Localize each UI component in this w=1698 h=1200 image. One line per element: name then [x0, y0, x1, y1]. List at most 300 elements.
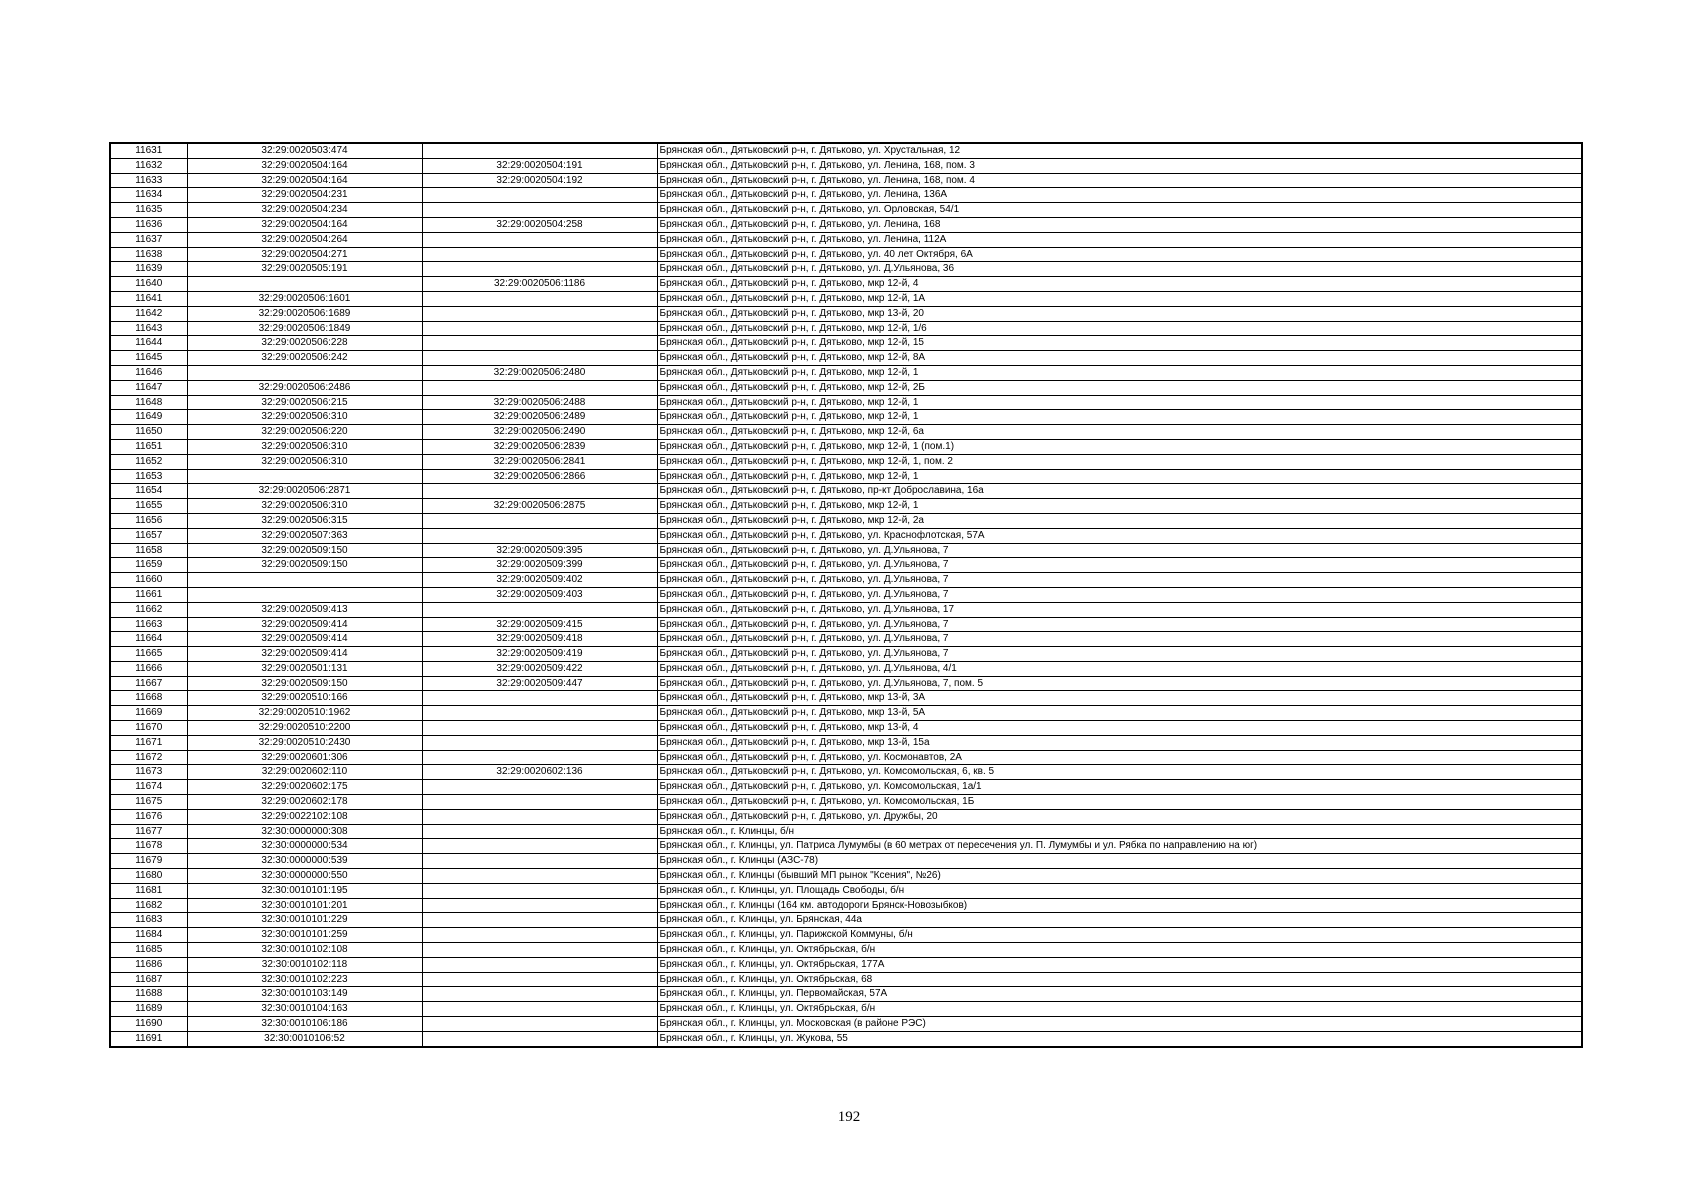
- cadastral-number-cell: 32:29:0020601:306: [187, 750, 422, 765]
- row-number-cell: 11650: [110, 425, 187, 440]
- table-row: [110, 395, 1582, 410]
- object-cadastral-number-cell: 32:29:0020509:419: [422, 647, 657, 662]
- row-number-cell: 11663: [110, 617, 187, 632]
- row-number-cell: 11639: [110, 262, 187, 277]
- table-row: [110, 528, 1582, 543]
- table-row: [110, 425, 1582, 440]
- object-cadastral-number-cell: [422, 750, 657, 765]
- table-row: [110, 735, 1582, 750]
- table-row: [110, 676, 1582, 691]
- page-number: 192: [837, 1109, 861, 1125]
- cadastral-number-cell: 32:29:0020506:310: [187, 454, 422, 469]
- cadastral-number-cell: 32:29:0020501:131: [187, 661, 422, 676]
- cadastral-number-cell: 32:29:0020509:414: [187, 617, 422, 632]
- cadastral-number-cell: [187, 573, 422, 588]
- object-cadastral-number-cell: [422, 602, 657, 617]
- table-row: [110, 247, 1582, 262]
- row-number-cell: 11673: [110, 765, 187, 780]
- object-cadastral-number-cell: 32:29:0020506:1186: [422, 277, 657, 292]
- address-cell: Брянская обл., г. Клинцы, ул. Парижской Коммуны, б/н: [657, 928, 1582, 943]
- object-cadastral-number-cell: 32:29:0020509:403: [422, 587, 657, 602]
- address-cell: Брянская обл., Дятьковский р-н, г. Дятьково, мкр 12-й, 1: [657, 410, 1582, 425]
- object-cadastral-number-cell: [422, 943, 657, 958]
- address-cell: Брянская обл., г. Клинцы, ул. Октябрьская, 177А: [657, 957, 1582, 972]
- address-cell: Брянская обл., Дятьковский р-н, г. Дятьково, мкр 12-й, 1: [657, 469, 1582, 484]
- object-cadastral-number-cell: 32:29:0020504:191: [422, 158, 657, 173]
- object-cadastral-number-cell: [422, 336, 657, 351]
- cadastral-number-cell: 32:29:0020509:414: [187, 647, 422, 662]
- address-cell: Брянская обл., Дятьковский р-н, г. Дятьково, ул. Д.Ульянова, 7: [657, 632, 1582, 647]
- object-cadastral-number-cell: [422, 839, 657, 854]
- row-number-cell: 11665: [110, 647, 187, 662]
- address-cell: Брянская обл., г. Клинцы, ул. Первомайская, 57А: [657, 987, 1582, 1002]
- address-cell: Брянская обл., Дятьковский р-н, г. Дятьково, ул. Д.Ульянова, 7: [657, 573, 1582, 588]
- address-cell: Брянская обл., Дятьковский р-н, г. Дятьково, мкр 13-й, 5А: [657, 706, 1582, 721]
- row-number-cell: 11682: [110, 898, 187, 913]
- table-row: [110, 351, 1582, 366]
- address-cell: Брянская обл., Дятьковский р-н, г. Дятьково, ул. Д.Ульянова, 7: [657, 587, 1582, 602]
- object-cadastral-number-cell: 32:29:0020602:136: [422, 765, 657, 780]
- row-number-cell: 11641: [110, 291, 187, 306]
- object-cadastral-number-cell: 32:29:0020504:192: [422, 173, 657, 188]
- cadastral-number-cell: 32:30:0010106:52: [187, 1031, 422, 1046]
- row-number-cell: 11672: [110, 750, 187, 765]
- object-cadastral-number-cell: [422, 987, 657, 1002]
- row-number-cell: 11668: [110, 691, 187, 706]
- address-cell: Брянская обл., Дятьковский р-н, г. Дятьково, ул. Ленина, 112А: [657, 232, 1582, 247]
- table-row: [110, 957, 1582, 972]
- cadastral-number-cell: 32:29:0020602:178: [187, 795, 422, 810]
- table-row: [110, 839, 1582, 854]
- row-number-cell: 11642: [110, 306, 187, 321]
- row-number-cell: 11653: [110, 469, 187, 484]
- row-number-cell: 11667: [110, 676, 187, 691]
- address-cell: Брянская обл., г. Клинцы, ул. Брянская, 44а: [657, 913, 1582, 928]
- address-cell: Брянская обл., г. Клинцы, ул. Патриса Лумумбы (в 60 метрах от пересечения ул. П. Лумумбы и ул. Рябка по направлению на юг): [657, 839, 1582, 854]
- object-cadastral-number-cell: [422, 780, 657, 795]
- object-cadastral-number-cell: [422, 957, 657, 972]
- cadastral-number-cell: 32:29:0020504:164: [187, 158, 422, 173]
- cadastral-number-cell: 32:29:0020506:242: [187, 351, 422, 366]
- object-cadastral-number-cell: [422, 972, 657, 987]
- cadastral-number-cell: 32:30:0010106:186: [187, 1017, 422, 1032]
- table-row: [110, 321, 1582, 336]
- address-cell: Брянская обл., Дятьковский р-н, г. Дятьково, мкр 12-й, 1: [657, 395, 1582, 410]
- table-row: [110, 439, 1582, 454]
- table-row: [110, 513, 1582, 528]
- cadastral-number-cell: 32:29:0020509:150: [187, 676, 422, 691]
- object-cadastral-number-cell: 32:29:0020509:415: [422, 617, 657, 632]
- cadastral-number-cell: 32:29:0020506:1601: [187, 291, 422, 306]
- address-cell: Брянская обл., г. Клинцы (АЗС-78): [657, 854, 1582, 869]
- table-row: [110, 469, 1582, 484]
- row-number-cell: 11654: [110, 484, 187, 499]
- table-row: [110, 365, 1582, 380]
- address-cell: Брянская обл., Дятьковский р-н, г. Дятьково, ул. Д.Ульянова, 7: [657, 647, 1582, 662]
- table-row: [110, 750, 1582, 765]
- cadastral-number-cell: 32:29:0020503:474: [187, 143, 422, 158]
- object-cadastral-number-cell: [422, 513, 657, 528]
- object-cadastral-number-cell: [422, 484, 657, 499]
- registry-table: [109, 142, 1583, 1048]
- object-cadastral-number-cell: [422, 528, 657, 543]
- cadastral-number-cell: 32:29:0020602:110: [187, 765, 422, 780]
- object-cadastral-number-cell: 32:29:0020509:422: [422, 661, 657, 676]
- row-number-cell: 11686: [110, 957, 187, 972]
- table-row: [110, 661, 1582, 676]
- object-cadastral-number-cell: [422, 143, 657, 158]
- table-row: [110, 706, 1582, 721]
- row-number-cell: 11655: [110, 499, 187, 514]
- cadastral-number-cell: 32:29:0020504:164: [187, 173, 422, 188]
- address-cell: Брянская обл., г. Клинцы (164 км. автодороги Брянск-Новозыбков): [657, 898, 1582, 913]
- object-cadastral-number-cell: [422, 321, 657, 336]
- row-number-cell: 11643: [110, 321, 187, 336]
- row-number-cell: 11632: [110, 158, 187, 173]
- address-cell: Брянская обл., Дятьковский р-н, г. Дятьково, мкр 12-й, 4: [657, 277, 1582, 292]
- address-cell: Брянская обл., Дятьковский р-н, г. Дятьково, мкр 12-й, 1/6: [657, 321, 1582, 336]
- cadastral-number-cell: 32:30:0010102:108: [187, 943, 422, 958]
- row-number-cell: 11677: [110, 824, 187, 839]
- table-row: [110, 854, 1582, 869]
- registry-table-body: [110, 143, 1582, 1047]
- address-cell: Брянская обл., Дятьковский р-н, г. Дятьково, мкр 12-й, 1 (пом.1): [657, 439, 1582, 454]
- row-number-cell: 11636: [110, 217, 187, 232]
- row-number-cell: 11662: [110, 602, 187, 617]
- table-row: [110, 987, 1582, 1002]
- cadastral-number-cell: 32:30:0010101:259: [187, 928, 422, 943]
- address-cell: Брянская обл., Дятьковский р-н, г. Дятьково, ул. Космонавтов, 2А: [657, 750, 1582, 765]
- address-cell: Брянская обл., г. Клинцы, ул. Октябрьская, б/н: [657, 1002, 1582, 1017]
- row-number-cell: 11690: [110, 1017, 187, 1032]
- row-number-cell: 11681: [110, 883, 187, 898]
- address-cell: Брянская обл., Дятьковский р-н, г. Дятьково, мкр 12-й, 1, пом. 2: [657, 454, 1582, 469]
- table-row: [110, 647, 1582, 662]
- table-row: [110, 869, 1582, 884]
- table-row: [110, 928, 1582, 943]
- table-row: [110, 721, 1582, 736]
- row-number-cell: 11637: [110, 232, 187, 247]
- object-cadastral-number-cell: 32:29:0020506:2480: [422, 365, 657, 380]
- address-cell: Брянская обл., г. Клинцы, ул. Московская (в районе РЭС): [657, 1017, 1582, 1032]
- object-cadastral-number-cell: 32:29:0020506:2489: [422, 410, 657, 425]
- address-cell: Брянская обл., Дятьковский р-н, г. Дятьково, ул. Комсомольская, 1Б: [657, 795, 1582, 810]
- cadastral-number-cell: 32:29:0020504:234: [187, 203, 422, 218]
- table-row: [110, 543, 1582, 558]
- row-number-cell: 11687: [110, 972, 187, 987]
- table-row: [110, 972, 1582, 987]
- cadastral-number-cell: 32:30:0000000:308: [187, 824, 422, 839]
- address-cell: Брянская обл., г. Клинцы, ул. Октябрьская, б/н: [657, 943, 1582, 958]
- table-row: [110, 1031, 1582, 1046]
- cadastral-number-cell: 32:30:0010101:229: [187, 913, 422, 928]
- table-row: [110, 824, 1582, 839]
- object-cadastral-number-cell: [422, 824, 657, 839]
- address-cell: Брянская обл., Дятьковский р-н, г. Дятьково, мкр 12-й, 1: [657, 499, 1582, 514]
- object-cadastral-number-cell: 32:29:0020509:402: [422, 573, 657, 588]
- row-number-cell: 11666: [110, 661, 187, 676]
- cadastral-number-cell: 32:29:0020509:414: [187, 632, 422, 647]
- address-cell: Брянская обл., Дятьковский р-н, г. Дятьково, мкр 12-й, 6а: [657, 425, 1582, 440]
- address-cell: Брянская обл., Дятьковский р-н, г. Дятьково, мкр 13-й, 4: [657, 721, 1582, 736]
- row-number-cell: 11670: [110, 721, 187, 736]
- address-cell: Брянская обл., Дятьковский р-н, г. Дятьково, ул. Краснофлотская, 57А: [657, 528, 1582, 543]
- row-number-cell: 11645: [110, 351, 187, 366]
- row-number-cell: 11656: [110, 513, 187, 528]
- table-row: [110, 558, 1582, 573]
- table-row: [110, 809, 1582, 824]
- object-cadastral-number-cell: 32:29:0020506:2839: [422, 439, 657, 454]
- table-row: [110, 232, 1582, 247]
- object-cadastral-number-cell: [422, 795, 657, 810]
- row-number-cell: 11683: [110, 913, 187, 928]
- cadastral-number-cell: 32:29:0020507:363: [187, 528, 422, 543]
- object-cadastral-number-cell: 32:29:0020509:399: [422, 558, 657, 573]
- address-cell: Брянская обл., Дятьковский р-н, г. Дятьково, мкр 13-й, 15а: [657, 735, 1582, 750]
- row-number-cell: 11675: [110, 795, 187, 810]
- object-cadastral-number-cell: [422, 854, 657, 869]
- table-row: [110, 1017, 1582, 1032]
- cadastral-number-cell: 32:29:0020509:150: [187, 543, 422, 558]
- row-number-cell: 11635: [110, 203, 187, 218]
- address-cell: Брянская обл., Дятьковский р-н, г. Дятьково, мкр 13-й, 3А: [657, 691, 1582, 706]
- row-number-cell: 11660: [110, 573, 187, 588]
- address-cell: Брянская обл., Дятьковский р-н, г. Дятьково, мкр 12-й, 8А: [657, 351, 1582, 366]
- table-row: [110, 913, 1582, 928]
- object-cadastral-number-cell: [422, 351, 657, 366]
- object-cadastral-number-cell: [422, 247, 657, 262]
- table-row: [110, 484, 1582, 499]
- table-row: [110, 780, 1582, 795]
- table-row: [110, 883, 1582, 898]
- cadastral-number-cell: 32:29:0020510:2200: [187, 721, 422, 736]
- table-row: [110, 188, 1582, 203]
- table-row: [110, 765, 1582, 780]
- cadastral-number-cell: 32:29:0020510:166: [187, 691, 422, 706]
- cadastral-number-cell: 32:29:0020504:231: [187, 188, 422, 203]
- row-number-cell: 11680: [110, 869, 187, 884]
- cadastral-number-cell: 32:29:0022102:108: [187, 809, 422, 824]
- cadastral-number-cell: 32:29:0020504:271: [187, 247, 422, 262]
- row-number-cell: 11631: [110, 143, 187, 158]
- object-cadastral-number-cell: 32:29:0020506:2488: [422, 395, 657, 410]
- object-cadastral-number-cell: [422, 1031, 657, 1046]
- cadastral-number-cell: [187, 277, 422, 292]
- row-number-cell: 11651: [110, 439, 187, 454]
- cadastral-number-cell: 32:29:0020504:264: [187, 232, 422, 247]
- table-row: [110, 262, 1582, 277]
- object-cadastral-number-cell: [422, 706, 657, 721]
- cadastral-number-cell: 32:29:0020506:310: [187, 439, 422, 454]
- object-cadastral-number-cell: [422, 809, 657, 824]
- object-cadastral-number-cell: [422, 306, 657, 321]
- table-row: [110, 587, 1582, 602]
- cadastral-number-cell: 32:30:0000000:534: [187, 839, 422, 854]
- table-row: [110, 499, 1582, 514]
- address-cell: Брянская обл., Дятьковский р-н, г. Дятьково, ул. Д.Ульянова, 7: [657, 558, 1582, 573]
- object-cadastral-number-cell: 32:29:0020506:2875: [422, 499, 657, 514]
- address-cell: Брянская обл., г. Клинцы, ул. Октябрьская, 68: [657, 972, 1582, 987]
- address-cell: Брянская обл., Дятьковский р-н, г. Дятьково, ул. Д.Ульянова, 7: [657, 543, 1582, 558]
- table-row: [110, 632, 1582, 647]
- object-cadastral-number-cell: [422, 262, 657, 277]
- table-row: [110, 203, 1582, 218]
- table-row: [110, 336, 1582, 351]
- cadastral-number-cell: 32:30:0000000:539: [187, 854, 422, 869]
- object-cadastral-number-cell: [422, 291, 657, 306]
- address-cell: Брянская обл., Дятьковский р-н, г. Дятьково, мкр 13-й, 20: [657, 306, 1582, 321]
- object-cadastral-number-cell: [422, 1002, 657, 1017]
- table-row: [110, 291, 1582, 306]
- object-cadastral-number-cell: [422, 691, 657, 706]
- object-cadastral-number-cell: [422, 898, 657, 913]
- table-row: [110, 173, 1582, 188]
- address-cell: Брянская обл., г. Клинцы, б/н: [657, 824, 1582, 839]
- cadastral-number-cell: 32:30:0010103:149: [187, 987, 422, 1002]
- table-row: [110, 143, 1582, 158]
- table-row: [110, 573, 1582, 588]
- cadastral-number-cell: [187, 365, 422, 380]
- cadastral-number-cell: 32:29:0020506:2486: [187, 380, 422, 395]
- cadastral-number-cell: 32:30:0010101:201: [187, 898, 422, 913]
- object-cadastral-number-cell: 32:29:0020504:258: [422, 217, 657, 232]
- cadastral-number-cell: 32:30:0000000:550: [187, 869, 422, 884]
- object-cadastral-number-cell: [422, 203, 657, 218]
- table-row: [110, 410, 1582, 425]
- cadastral-number-cell: 32:30:0010102:118: [187, 957, 422, 972]
- row-number-cell: 11633: [110, 173, 187, 188]
- row-number-cell: 11671: [110, 735, 187, 750]
- cadastral-number-cell: 32:29:0020506:315: [187, 513, 422, 528]
- table-row: [110, 617, 1582, 632]
- cadastral-number-cell: 32:29:0020506:1849: [187, 321, 422, 336]
- cadastral-number-cell: 32:29:0020509:413: [187, 602, 422, 617]
- row-number-cell: 11659: [110, 558, 187, 573]
- address-cell: Брянская обл., Дятьковский р-н, г. Дятьково, ул. Д.Ульянова, 17: [657, 602, 1582, 617]
- row-number-cell: 11652: [110, 454, 187, 469]
- cadastral-number-cell: 32:29:0020506:228: [187, 336, 422, 351]
- table-row: [110, 306, 1582, 321]
- address-cell: Брянская обл., Дятьковский р-н, г. Дятьково, мкр 12-й, 1: [657, 365, 1582, 380]
- table-row: [110, 602, 1582, 617]
- row-number-cell: 11684: [110, 928, 187, 943]
- table-row: [110, 795, 1582, 810]
- row-number-cell: 11679: [110, 854, 187, 869]
- address-cell: Брянская обл., Дятьковский р-н, г. Дятьково, ул. Ленина, 136А: [657, 188, 1582, 203]
- table-row: [110, 691, 1582, 706]
- object-cadastral-number-cell: 32:29:0020506:2490: [422, 425, 657, 440]
- cadastral-number-cell: 32:29:0020602:175: [187, 780, 422, 795]
- object-cadastral-number-cell: 32:29:0020506:2866: [422, 469, 657, 484]
- address-cell: Брянская обл., Дятьковский р-н, г. Дятьково, ул. Ленина, 168, пом. 3: [657, 158, 1582, 173]
- row-number-cell: 11638: [110, 247, 187, 262]
- table-row: [110, 158, 1582, 173]
- address-cell: Брянская обл., г. Клинцы, ул. Жукова, 55: [657, 1031, 1582, 1046]
- address-cell: Брянская обл., Дятьковский р-н, г. Дятьково, ул. Ленина, 168: [657, 217, 1582, 232]
- address-cell: Брянская обл., Дятьковский р-н, г. Дятьково, мкр 12-й, 1А: [657, 291, 1582, 306]
- object-cadastral-number-cell: [422, 913, 657, 928]
- row-number-cell: 11646: [110, 365, 187, 380]
- table-row: [110, 277, 1582, 292]
- cadastral-number-cell: 32:29:0020506:215: [187, 395, 422, 410]
- table-row: [110, 898, 1582, 913]
- address-cell: Брянская обл., Дятьковский р-н, г. Дятьково, ул. Комсомольская, 1а/1: [657, 780, 1582, 795]
- cadastral-number-cell: 32:29:0020504:164: [187, 217, 422, 232]
- cadastral-number-cell: 32:29:0020506:310: [187, 499, 422, 514]
- row-number-cell: 11676: [110, 809, 187, 824]
- row-number-cell: 11640: [110, 277, 187, 292]
- table-row: [110, 217, 1582, 232]
- cadastral-number-cell: 32:29:0020506:220: [187, 425, 422, 440]
- object-cadastral-number-cell: 32:29:0020509:395: [422, 543, 657, 558]
- address-cell: Брянская обл., г. Клинцы, ул. Площадь Свободы, б/н: [657, 883, 1582, 898]
- cadastral-number-cell: 32:29:0020505:191: [187, 262, 422, 277]
- address-cell: Брянская обл., Дятьковский р-н, г. Дятьково, ул. Ленина, 168, пом. 4: [657, 173, 1582, 188]
- object-cadastral-number-cell: 32:29:0020509:447: [422, 676, 657, 691]
- row-number-cell: 11691: [110, 1031, 187, 1046]
- row-number-cell: 11649: [110, 410, 187, 425]
- cadastral-number-cell: 32:29:0020509:150: [187, 558, 422, 573]
- cadastral-number-cell: [187, 587, 422, 602]
- address-cell: Брянская обл., Дятьковский р-н, г. Дятьково, мкр 12-й, 2Б: [657, 380, 1582, 395]
- cadastral-number-cell: 32:30:0010101:195: [187, 883, 422, 898]
- cadastral-number-cell: 32:30:0010104:163: [187, 1002, 422, 1017]
- row-number-cell: 11669: [110, 706, 187, 721]
- row-number-cell: 11658: [110, 543, 187, 558]
- address-cell: Брянская обл., Дятьковский р-н, г. Дятьково, мкр 12-й, 15: [657, 336, 1582, 351]
- object-cadastral-number-cell: [422, 721, 657, 736]
- address-cell: Брянская обл., Дятьковский р-н, г. Дятьково, ул. Д.Ульянова, 4/1: [657, 661, 1582, 676]
- cadastral-number-cell: 32:29:0020506:1689: [187, 306, 422, 321]
- object-cadastral-number-cell: [422, 883, 657, 898]
- row-number-cell: 11688: [110, 987, 187, 1002]
- cadastral-number-cell: 32:29:0020510:2430: [187, 735, 422, 750]
- address-cell: Брянская обл., Дятьковский р-н, г. Дятьково, ул. Хрустальная, 12: [657, 143, 1582, 158]
- object-cadastral-number-cell: [422, 928, 657, 943]
- object-cadastral-number-cell: [422, 188, 657, 203]
- table-row: [110, 380, 1582, 395]
- address-cell: Брянская обл., Дятьковский р-н, г. Дятьково, ул. Дружбы, 20: [657, 809, 1582, 824]
- row-number-cell: 11644: [110, 336, 187, 351]
- row-number-cell: 11685: [110, 943, 187, 958]
- table-row: [110, 943, 1582, 958]
- object-cadastral-number-cell: [422, 232, 657, 247]
- cadastral-number-cell: [187, 469, 422, 484]
- address-cell: Брянская обл., Дятьковский р-н, г. Дятьково, ул. Д.Ульянова, 7, пом. 5: [657, 676, 1582, 691]
- table-row: [110, 1002, 1582, 1017]
- cadastral-number-cell: 32:29:0020510:1962: [187, 706, 422, 721]
- address-cell: Брянская обл., Дятьковский р-н, г. Дятьково, ул. Д.Ульянова, 36: [657, 262, 1582, 277]
- row-number-cell: 11648: [110, 395, 187, 410]
- cadastral-number-cell: 32:29:0020506:310: [187, 410, 422, 425]
- object-cadastral-number-cell: [422, 1017, 657, 1032]
- table-row: [110, 454, 1582, 469]
- row-number-cell: 11657: [110, 528, 187, 543]
- address-cell: Брянская обл., Дятьковский р-н, г. Дятьково, ул. Комсомольская, 6, кв. 5: [657, 765, 1582, 780]
- cadastral-number-cell: 32:29:0020506:2871: [187, 484, 422, 499]
- object-cadastral-number-cell: [422, 380, 657, 395]
- address-cell: Брянская обл., г. Клинцы (бывший МП рынок "Ксения", №26): [657, 869, 1582, 884]
- row-number-cell: 11647: [110, 380, 187, 395]
- cadastral-number-cell: 32:30:0010102:223: [187, 972, 422, 987]
- object-cadastral-number-cell: [422, 735, 657, 750]
- row-number-cell: 11634: [110, 188, 187, 203]
- row-number-cell: 11689: [110, 1002, 187, 1017]
- object-cadastral-number-cell: 32:29:0020509:418: [422, 632, 657, 647]
- row-number-cell: 11674: [110, 780, 187, 795]
- row-number-cell: 11664: [110, 632, 187, 647]
- row-number-cell: 11678: [110, 839, 187, 854]
